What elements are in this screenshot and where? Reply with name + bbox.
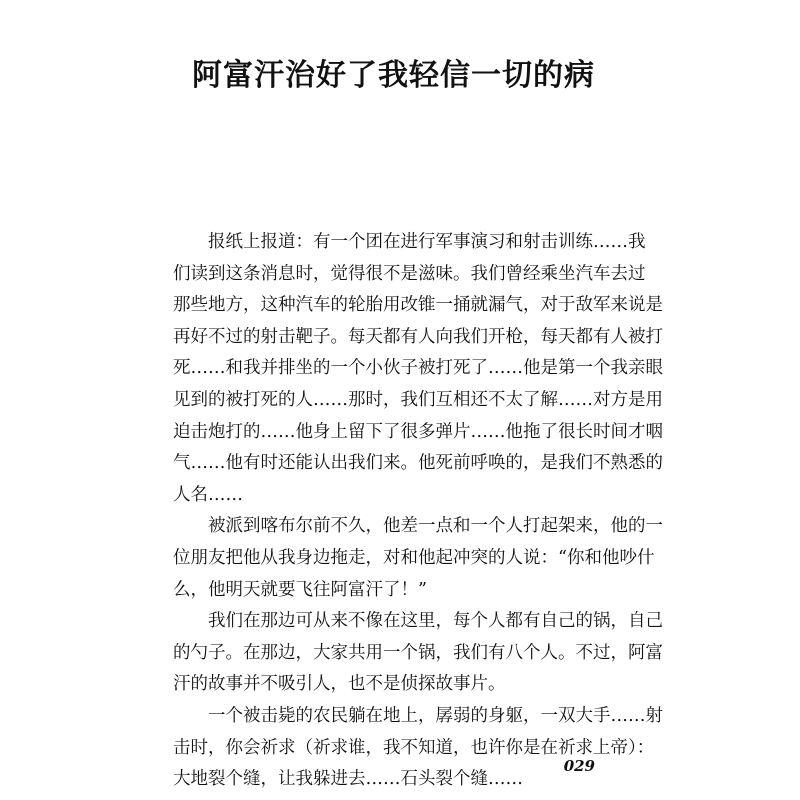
text-line: 的勺子。在那边，大家共用一个锅，我们有八个人。不过，阿富 <box>173 642 663 663</box>
body-text <box>173 227 663 796</box>
text-line: 见到的被打死的人……那时，我们互相还不太了解……对方是用 <box>173 389 663 410</box>
text-line: 迫击炮打的……他身上留下了很多弹片……他拖了很长时间才咽 <box>173 421 663 442</box>
text-line: 们读到这条消息时，觉得很不是滋味。我们曾经乘坐汽车去过 <box>173 263 646 284</box>
text-line: 击时，你会祈求（祈求谁，我不知道，也许你是在祈求上帝）： <box>173 737 655 758</box>
text-line: 气……他有时还能认出我们来。他死前呼唤的，是我们不熟悉的 <box>173 453 663 474</box>
text-line: 一个被击毙的农民躺在地上，孱弱的身躯，一双大手……射 <box>208 705 663 726</box>
text-line: 我们在那边可从来不像在这里，每个人都有自己的锅，自己 <box>208 611 663 632</box>
text-line: 再好不过的射击靶子。每天都有人向我们开枪，每天都有人被打 <box>173 326 663 347</box>
page-number: 029 <box>563 757 595 775</box>
page-title: 阿富汗治好了我轻信一切的病 <box>192 58 595 93</box>
text-line: 么，他明天就要飞往阿富汗了！” <box>173 579 427 600</box>
text-line: 死……和我并排坐的一个小伙子被打死了……他是第一个我亲眼 <box>173 358 663 379</box>
text-line: 报纸上报道：有一个团在进行军事演习和射击训练……我 <box>208 232 646 252</box>
text-line: 人名…… <box>173 484 243 505</box>
text-line: 那些地方，这种汽车的轮胎用改锥一捅就漏气，对于敌军来说是 <box>173 295 663 316</box>
text-line: 汗的故事并不吸引人，也不是侦探故事片。 <box>173 674 506 695</box>
text-line: 位朋友把他从我身边拖走，对和他起冲突的人说：“你和他吵什 <box>173 547 655 568</box>
text-line: 被派到喀布尔前不久，他差一点和一个人打起架来，他的一 <box>208 516 663 537</box>
text-line: 大地裂个缝，让我躲进去……石头裂个缝…… <box>173 769 523 790</box>
